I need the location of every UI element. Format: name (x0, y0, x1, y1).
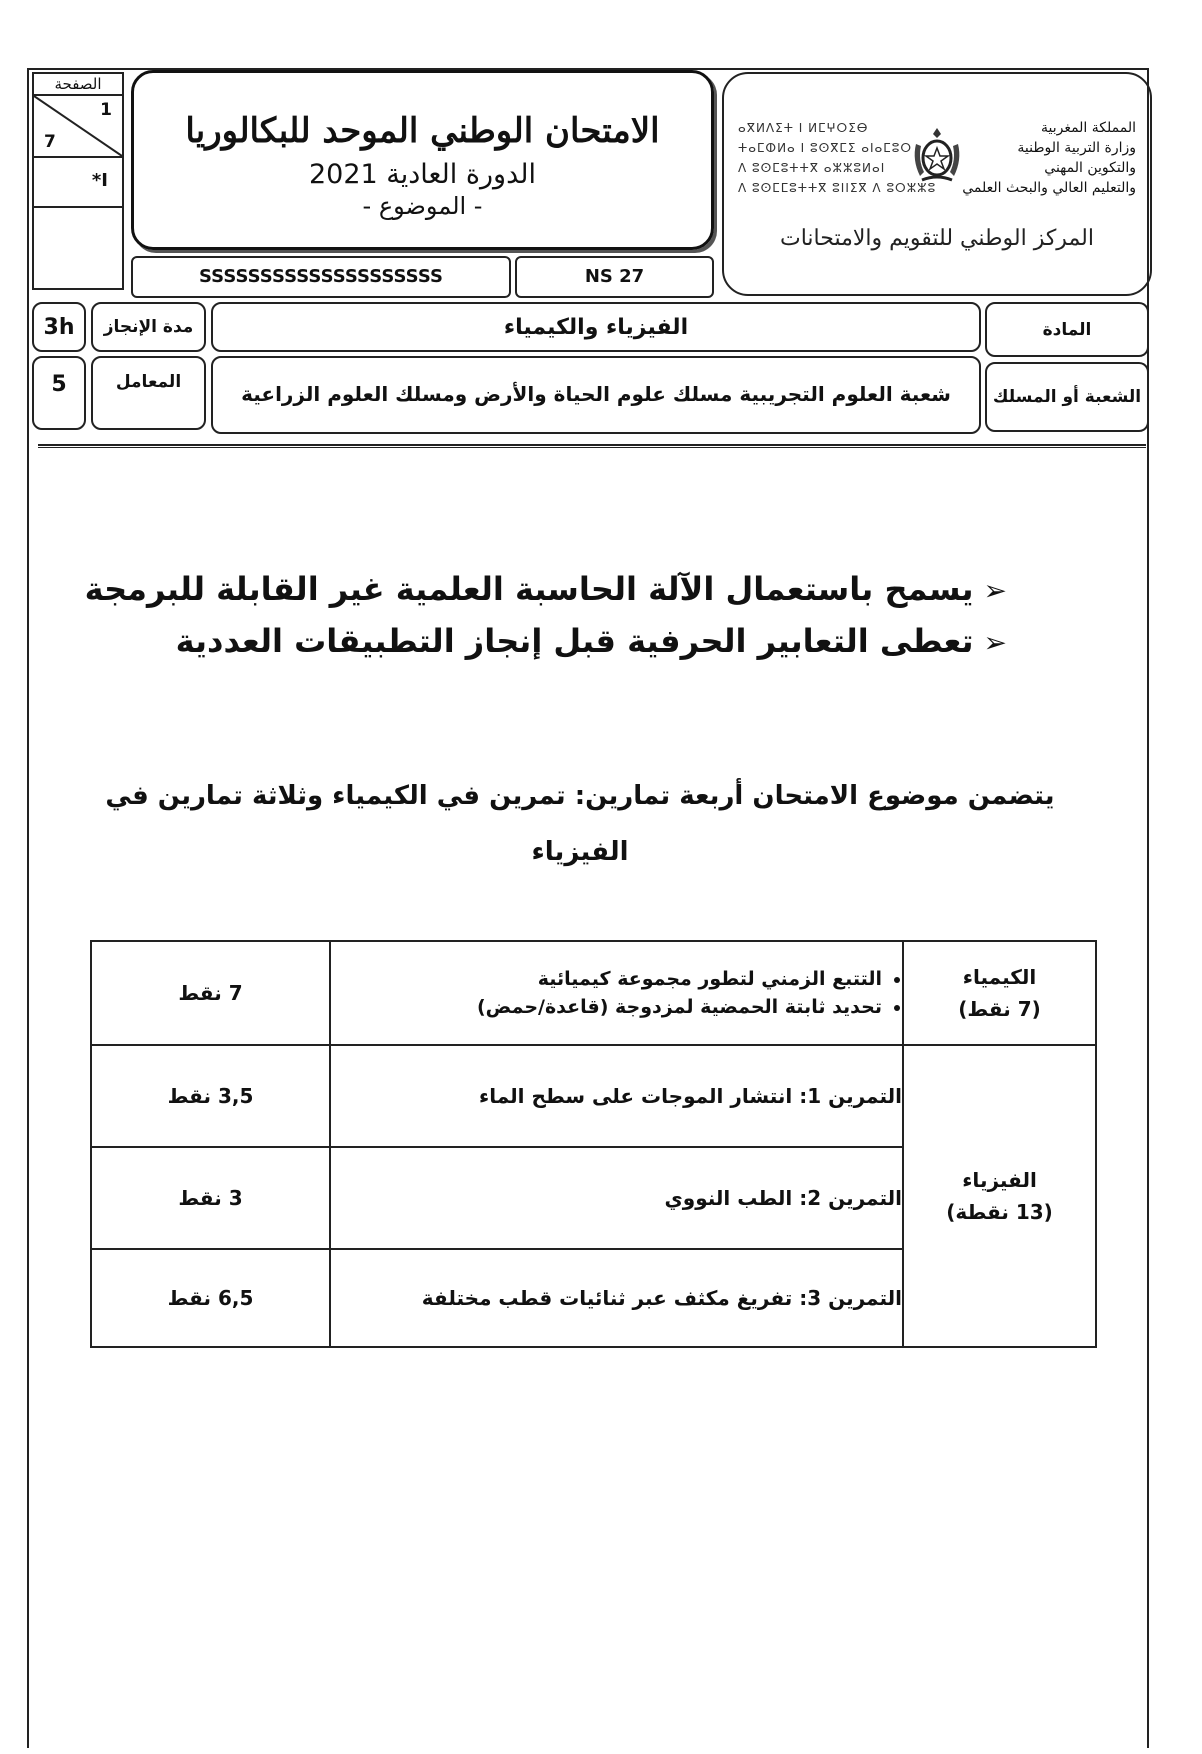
ministry-header (722, 72, 1152, 296)
ministry-center-name: المركز الوطني للتقويم والامتحانات (780, 226, 1094, 251)
page-counter-box (32, 72, 124, 290)
chemistry-label: الكيمياء (962, 965, 1037, 989)
page-current: 1 (100, 100, 112, 120)
instruction-calculator (85, 570, 1007, 608)
track-label: الشعبة أو المسلك (985, 362, 1149, 432)
physics-exercise-3-score: 6,5 نقط (167, 1286, 254, 1310)
page-number-cell (34, 96, 122, 158)
physics-exercise-1: التمرين 1: انتشار الموجات على سطح الماء (479, 1084, 902, 1108)
chemistry-topics (331, 942, 902, 1044)
exam-session: الدورة العادية 2021 (308, 159, 536, 190)
page-label: الصفحة (34, 74, 122, 96)
sheet-code: SSSSSSSSSSSSSSSSSSSS (131, 256, 511, 298)
chemistry-topic: • التتبع الزمني لتطور مجموعة كيميائية (477, 968, 882, 990)
exam-title-box (131, 70, 714, 250)
chemistry-topic: • تحديد ثابتة الحمضية لمزدوجة (قاعدة/حمض) (477, 996, 882, 1018)
page-total: 7 (44, 132, 56, 152)
physics-exercise-2: التمرين 2: الطب النووي (664, 1186, 902, 1210)
instruction-text: تعطى التعابير الحرفية قبل إنجاز التطبيقات العددية (175, 622, 974, 660)
physics-label: الفيزياء (962, 1168, 1037, 1192)
coefficient-label: المعامل (91, 356, 206, 430)
ministry-line: وزارة التربية الوطنية (1017, 140, 1136, 156)
ministry-line: والتعليم العالي والبحث العلمي (962, 180, 1136, 196)
arrow-bullet-icon: ➢ (983, 574, 1007, 607)
subject-label: المادة (985, 302, 1149, 357)
physics-points: (13 نقطة) (946, 1200, 1053, 1224)
instruction-text: يسمح باستعمال الآلة الحاسبة العلمية غير القابلة للبرمجة (84, 570, 974, 608)
instruction-expressions (176, 622, 1007, 660)
physics-exercise-1-score: 3,5 نقط (167, 1084, 254, 1108)
chemistry-points: (7 نقط) (958, 997, 1041, 1021)
header-divider (38, 444, 1146, 448)
ministry-line: المملكة المغربية (1040, 120, 1136, 136)
coat-of-arms-icon (910, 124, 964, 184)
physics-category (904, 1046, 1095, 1346)
tifinagh-line: ⴰⴳⵍⴷⵉⵜ ⵏ ⵍⵎⵖⵔⵉⴱ (738, 121, 869, 135)
intro-line-2: الفيزياء (531, 837, 629, 867)
subject-value: الفيزياء والكيمياء (211, 302, 981, 352)
physics-exercise-3: التمرين 3: تفريغ مكثف عبر ثنائيات قطب مختلفة (421, 1286, 902, 1310)
ministry-arabic (962, 118, 1136, 198)
tifinagh-line: ⴷ ⵓⵙⵎⵎⵓⵜⵜⴳ ⵓⵏⵏⵉⴳ ⴷ ⵓⵔⵣⵣⵓ (738, 181, 937, 195)
page-mark: *I (34, 158, 122, 208)
track-value: شعبة العلوم التجريبية مسلك علوم الحياة والأرض ومسلك العلوم الزراعية (211, 356, 981, 434)
duration-label: مدة الإنجاز (91, 302, 206, 352)
intro-line-1: يتضمن موضوع الامتحان أربعة تمارين: تمرين في الكيمياء وثلاثة تمارين في (105, 781, 1055, 811)
ministry-line: والتكوين المهني (1044, 160, 1136, 176)
tifinagh-line: ⵜⴰⵎⵀⵍⴰ ⵏ ⵓⵙⴳⵎⵉ ⴰⵏⴰⵎⵓⵔ (738, 141, 912, 155)
chemistry-score: 7 نقط (178, 981, 243, 1005)
exam-title: الامتحان الوطني الموحد للبكالوريا (185, 111, 660, 151)
exam-subject-kind: - الموضوع - (362, 192, 483, 220)
arrow-bullet-icon: ➢ (983, 626, 1007, 659)
exam-code: NS 27 (515, 256, 714, 298)
points-distribution-table (90, 940, 1097, 1348)
ministry-tifinagh (738, 118, 936, 198)
tifinagh-line: ⴷ ⵓⵙⵎⵓⵜⵜⴳ ⴰⵣⵣⵓⵍⴰⵏ (738, 161, 886, 175)
chemistry-category (904, 942, 1095, 1044)
coefficient-value: 5 (32, 356, 86, 430)
duration-value: 3h (32, 302, 86, 352)
physics-exercise-2-score: 3 نقط (178, 1186, 243, 1210)
exam-structure-intro (100, 768, 1060, 880)
